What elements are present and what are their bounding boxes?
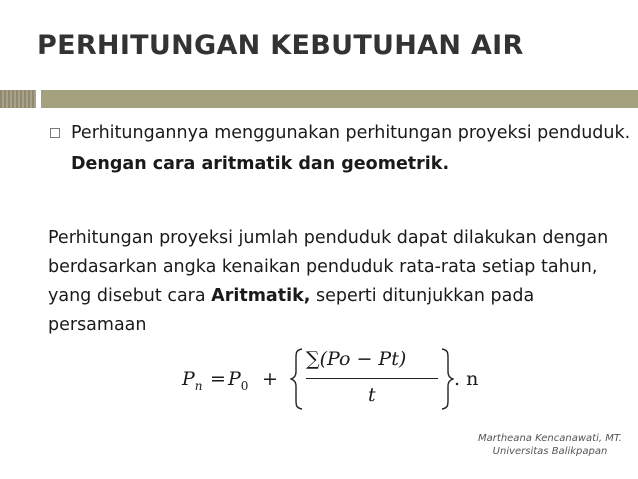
author-credit	[470, 432, 630, 458]
paragraph-bold: Aritmatik,	[211, 286, 311, 306]
credit-institution: Universitas Balikpapan	[492, 446, 608, 457]
body-paragraph	[48, 224, 623, 340]
fraction-bar	[306, 378, 438, 379]
left-brace-icon	[290, 348, 304, 410]
formula-numerator: ∑(Po − Pt)	[306, 348, 407, 370]
bullet-text	[71, 118, 631, 180]
formula-pn-sub: n	[194, 378, 203, 393]
bullet-text-bold: Dengan cara aritmatik dan geometrik.	[71, 154, 450, 174]
right-brace-icon	[440, 348, 454, 410]
formula-tail: . n	[454, 368, 479, 390]
formula-pn	[182, 368, 203, 393]
formula-p0-symbol: P	[228, 368, 241, 390]
credit-name: Martheana Kencanawati, MT.	[478, 433, 622, 444]
aritmatik-formula	[182, 348, 479, 412]
formula-plus: +	[262, 368, 278, 390]
square-bullet-icon	[50, 128, 60, 138]
paragraph-text: Perhitungan proyeksi jumlah penduduk dapat dilakukan dengan berdasarkan angka kenaikan penduduk rata-rata setiap tahun, yang disebut cara	[48, 228, 609, 306]
bullet-text-normal: Perhitungannya menggunakan perhitungan proyeksi penduduk.	[71, 123, 631, 143]
formula-p0-sub: 0	[240, 378, 249, 393]
formula-equals: =	[210, 368, 226, 390]
divider-left-texture	[0, 90, 36, 108]
formula-denominator: t	[368, 384, 376, 406]
slide-title: PERHITUNGAN KEBUTUHAN AIR	[37, 30, 524, 61]
formula-pn-symbol: P	[182, 368, 195, 390]
paragraph-text-end: seperti ditunjukkan pada persamaan	[48, 286, 535, 335]
divider-right-band	[41, 90, 638, 108]
formula-p0	[228, 368, 248, 393]
